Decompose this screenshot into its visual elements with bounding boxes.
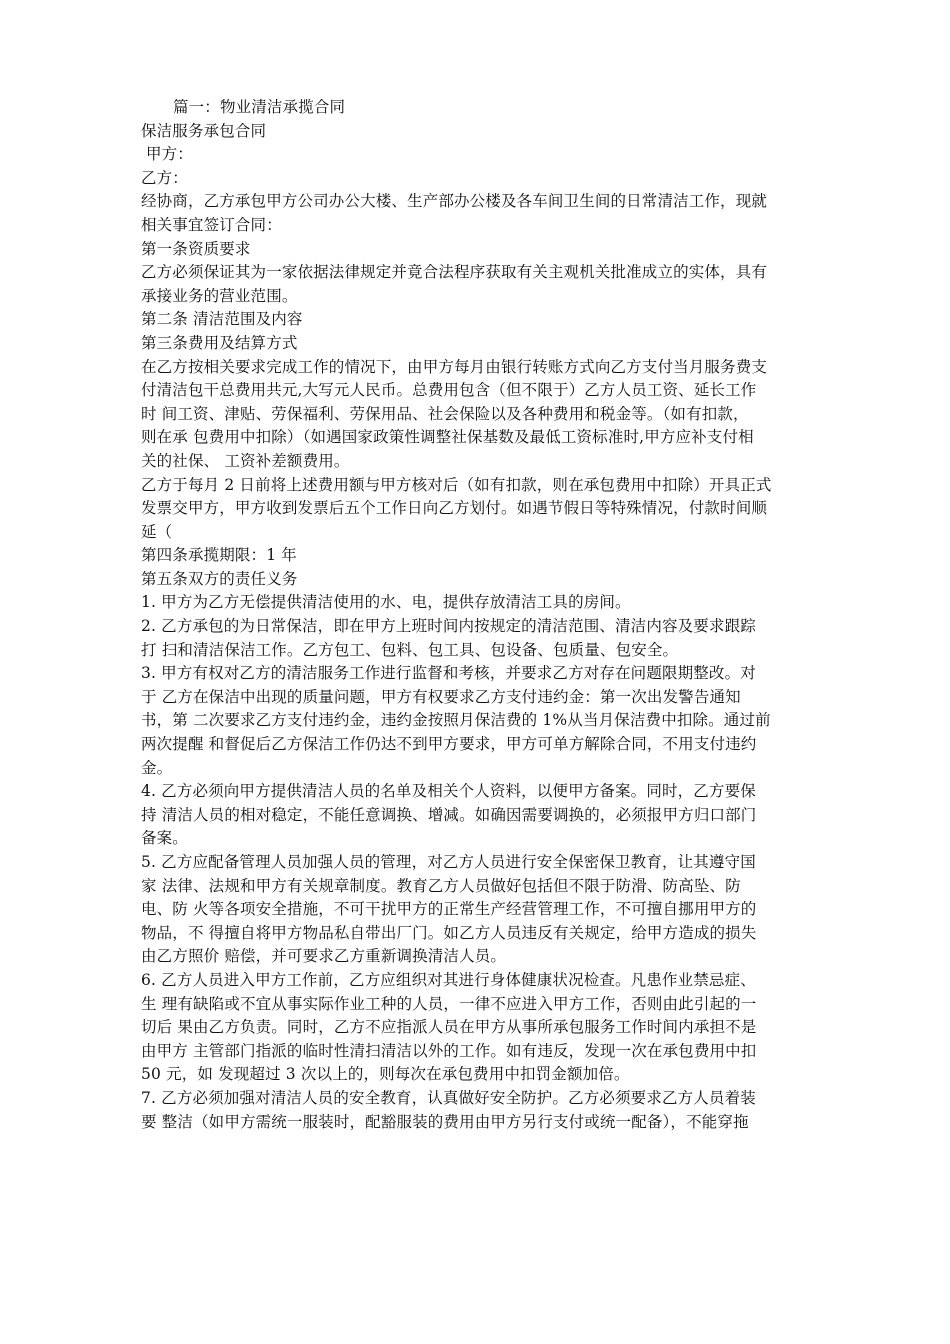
text-line: 关的社保、 工资补差额费用。 <box>141 451 350 470</box>
text-line: 延（ <box>141 522 173 541</box>
text-line: 书，第 二次要求乙方支付违约金，违约金按照月保洁费的 1%从当月保洁费中扣除。通过前 <box>141 711 771 730</box>
text-line: 生 理有缺陷或不宜从事实际作业工种的人员，一律不应进入甲方工作，否则由此引起的一 <box>141 994 757 1013</box>
text-line: 家 法律、法规和甲方有关规章制度。教育乙方人员做好包括但不限于防滑、防高坠、防 <box>141 876 741 895</box>
section-heading: 第四条承揽期限：1 年 <box>141 546 297 565</box>
text-line: 由乙方照价 赔偿，并可要求乙方重新调换清洁人员。 <box>141 947 507 966</box>
list-item: 1. 甲方为乙方无偿提供清洁使用的水、电，提供存放清洁工具的房间。 <box>141 593 631 612</box>
list-item: 6. 乙方人员进入甲方工作前，乙方应组织对其进行身体健康状况检查。凡患作业禁忌症、 <box>141 970 756 989</box>
text-line: 电、防 火等各项安全措施，不可干扰甲方的正常生产经营管理工作，不可擅自挪用甲方的 <box>141 900 757 919</box>
text-line: 付清洁包干总费用共元,大写元人民币。总费用包含（但不限于）乙方人员工资、延长工作 <box>141 381 757 400</box>
section-heading: 第二条 清洁范围及内容 <box>141 310 303 329</box>
text-line: 50 元，如 发现超过 3 次以上的，则每次在承包费用中扣罚金额加倍。 <box>141 1065 630 1084</box>
party-b-line: 乙方： <box>141 168 188 187</box>
document-body <box>141 96 827 1134</box>
text-line: 经协商，乙方承包甲方公司办公大楼、生产部办公楼及各车间卫生间的日常清洁工作，现就 <box>141 192 768 211</box>
text-line: 于 乙方在保洁中出现的质量问题，甲方有权要求乙方支付违约金：第一次出发警告通知 <box>141 687 741 706</box>
text-line: 则在承 包费用中扣除）（如遇国家政策性调整社保基数及最低工资标准时,甲方应补支付相 <box>141 428 754 447</box>
text-line: 时 间工资、津贴、劳保福利、劳保用品、社会保险以及各种费用和税金等。（如有扣款， <box>141 404 749 423</box>
party-a-line: 甲方： <box>146 145 193 164</box>
text-line: 备案。 <box>141 829 188 848</box>
text-line: 要 整洁（如甲方需统一服装时，配豁服装的费用由甲方另行支付或统一配备），不能穿拖 <box>141 1112 749 1131</box>
list-item: 7. 乙方必须加强对清洁人员的安全教育，认真做好安全防护。乙方必须要求乙方人员着装 <box>141 1088 756 1107</box>
list-item: 4. 乙方必须向甲方提供清洁人员的名单及相关个人资料，以便甲方备案。同时，乙方要保 <box>141 782 756 801</box>
text-line: 金。 <box>141 758 173 777</box>
text-line: 乙方必须保证其为一家依据法律规定并竟合法程序获取有关主观机关批准成立的实体，具有 <box>141 263 768 282</box>
document-title: 篇一：物业清洁承揽合同 <box>173 98 346 116</box>
contract-title: 保洁服务承包合同 <box>141 121 267 140</box>
text-line: 在乙方按相关要求完成工作的情况下，由甲方每月由银行转账方式向乙方支付当月服务费支 <box>141 357 768 376</box>
section-heading: 第五条双方的责任义务 <box>141 569 298 588</box>
text-line: 承接业务的营业范围。 <box>141 286 298 305</box>
text-line: 两次提醒 和督促后乙方保洁工作仍达不到甲方要求，甲方可单方解除合同，不用支付违约 <box>141 735 757 754</box>
text-line: 打 扫和清洁保洁工作。乙方包工、包料、包工具、包设备、包质量、包安全。 <box>141 640 679 659</box>
text-line: 切后 果由乙方负责。同时，乙方不应指派人员在甲方从事所承包服务工作时间内承担不是 <box>141 1018 757 1037</box>
text-line: 相关事宜签订合同： <box>141 215 282 234</box>
list-item: 2. 乙方承包的为日常保洁，即在甲方上班时间内按规定的清洁范围、清洁内容及要求跟踪 <box>141 617 756 636</box>
text-line: 发票交甲方，甲方收到发票后五个工作日向乙方划付。如遇节假日等特殊情况，付款时间顺 <box>141 499 768 518</box>
text-line: 持 清洁人员的相对稳定，不能任意调换、增减。如确因需要调换的，必须报甲方归口部门 <box>141 805 757 824</box>
list-item: 5. 乙方应配备管理人员加强人员的管理，对乙方人员进行安全保密保卫教育，让其遵守国 <box>141 853 756 871</box>
list-item: 3. 甲方有权对乙方的清洁服务工作进行监督和考核，并要求乙方对存在问题限期整改。对 <box>141 664 756 683</box>
section-heading: 第三条费用及结算方式 <box>141 333 298 352</box>
section-heading: 第一条资质要求 <box>141 239 251 258</box>
text-line: 由甲方 主管部门指派的临时性清扫清洁以外的工作。如有违反，发现一次在承包费用中扣 <box>141 1041 757 1060</box>
text-line: 物品，不 得擅自将甲方物品私自带出厂门。如乙方人员违反有关规定，给甲方造成的损失 <box>141 923 757 942</box>
text-line: 乙方于每月 2 日前将上述费用额与甲方核对后（如有扣款，则在承包费用中扣除）开具正式 <box>141 475 772 494</box>
